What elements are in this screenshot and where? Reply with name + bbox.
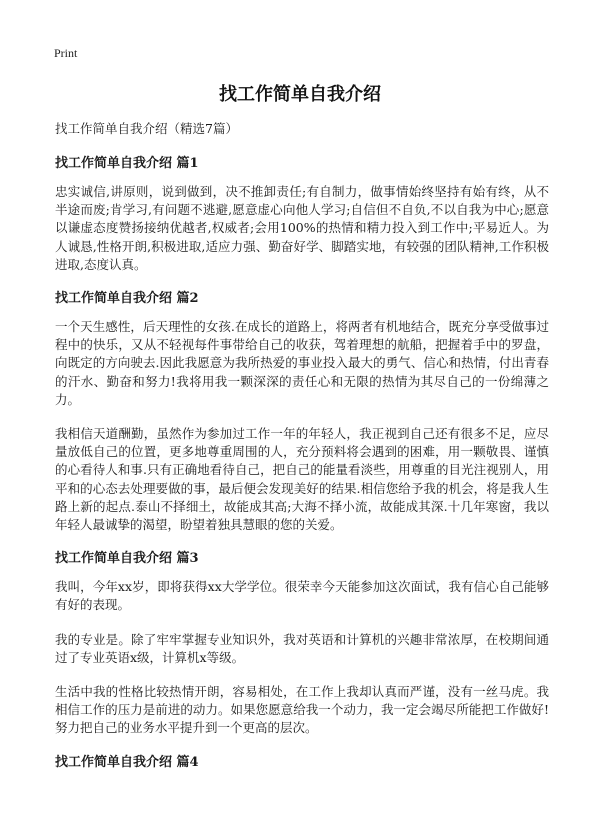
section-heading: 找工作简单自我介绍 篇2 [55,291,199,307]
document-subtitle: 找工作简单自我介绍（精选7篇） [55,121,238,136]
paragraph: 生活中我的性格比较热情开朗，容易相处，在工作上我却认真而严谨，没有一丝马虎。我相信工作的压力是前进的动力。如果您愿意给我一个动力，我一定会竭尽所能把工作做好! 努力把自己的业务水平提升到一个更高的层次。 [55,684,549,736]
paragraph: 我叫，今年xx岁，即将获得xx大学学位。很荣幸今天能参加这次面试，我有信心自己能够有好的表现。 [55,579,549,613]
print-link[interactable]: Print [54,46,78,60]
page-title: 找工作简单自我介绍 [219,84,381,105]
document-body [55,120,549,782]
section-heading: 找工作简单自我介绍 篇4 [55,754,199,770]
section-3 [55,550,549,737]
section-1 [55,155,549,274]
paragraph: 忠实诚信,讲原则，说到做到，决不推卸责任;有自制力，做事情始终坚持有始有终，从不半途而废;肯学习,有问题不逃避,愿意虚心向他人学习;自信但不自负,不以自我为中心;愿意以谦虚态度赞扬接纳优越者,权威者;会用100%的热情和精力投入到工作中;平易近人。为人诚恳,性格开朗,积极进取,适应力强、勤奋好学、脚踏实地，有较强的团队精神,工作积极进取,态度认真。 [55,184,549,272]
section-2 [55,290,549,534]
paragraph: 我相信天道酬勤，虽然作为参加过工作一年的年轻人，我正视到自己还有很多不足，应尽量放低自己的位置，更多地尊重周围的人，充分预料将会遇到的困难，用一颗敬畏、谨慎的心看待人和事.只有正确地看待自己，把自己的能量看淡些，用尊重的目光注视别人，用平和的心态去处理要做的事，最后便会发现美好的结果.相信您给予我的机会，将是我人生路上新的起点.泰山不择细土，故能成其高;大海不择小流，故能成其深.十几年寒窗，我以年轻人最诚挚的渴望，盼望着独具慧眼的您的关爱。 [55,426,549,533]
section-4 [55,754,549,772]
section-heading: 找工作简单自我介绍 篇1 [55,156,199,171]
paragraph: 一个天生感性，后天理性的女孩.在成长的道路上，将两者有机地结合，既充分享受做事过程中的快乐，又从不轻视每件事带给自己的收获，驾着理想的航船，把握着手中的罗盘，向既定的方向驶去.因此我愿意为我所热爱的事业投入最大的勇气、信心和热情，付出青春的汗水、勤奋和努力!我将用我一颗深深的责任心和无限的热情为其尽自己的一份绵薄之力。 [55,319,549,407]
section-heading: 找工作简单自我介绍 篇3 [55,551,199,567]
paragraph: 我的专业是。除了牢牢掌握专业知识外，我对英语和计算机的兴趣非常浓厚，在校期间通过了专业英语x级，计算机x等级。 [55,631,549,665]
